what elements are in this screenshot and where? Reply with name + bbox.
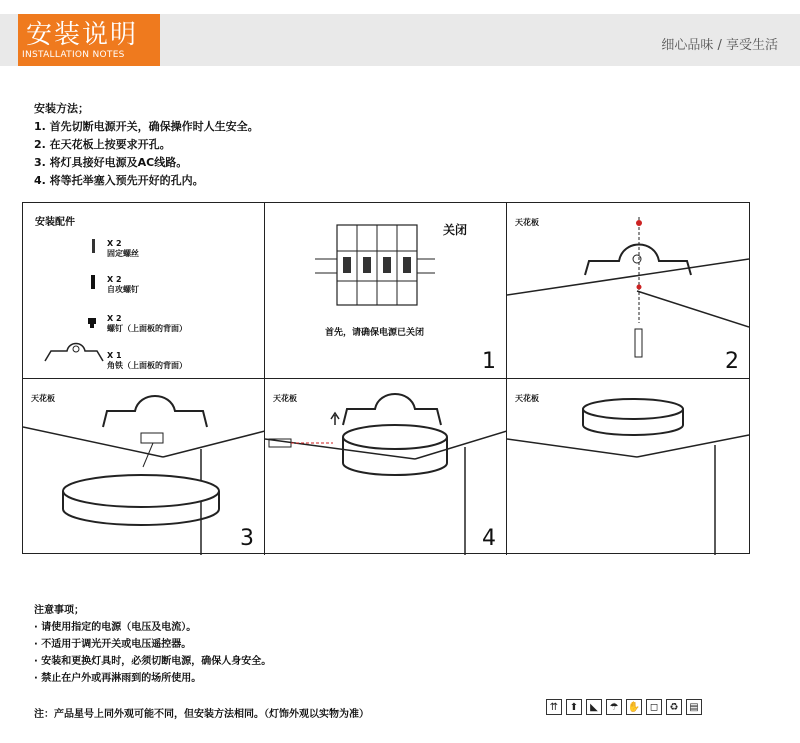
instruction-grid	[22, 202, 750, 554]
ceiling-label: 天花板	[273, 394, 297, 403]
package-icons	[546, 699, 702, 715]
step-number: 2	[725, 349, 739, 374]
accessory-label: 螺钉（上面板的背面）	[107, 324, 187, 333]
page-title: 安装说明	[26, 20, 139, 50]
notes-heading: 注意事项；	[34, 605, 84, 616]
method-step: 3. 将灯具接好电源及AC线路。	[34, 156, 188, 169]
step-1-caption: 首先，请确保电源已关闭	[325, 328, 425, 338]
step-number: 4	[482, 526, 496, 551]
install-method	[34, 100, 259, 190]
stack-limit-icon: ◻	[646, 699, 662, 715]
page-subtitle: INSTALLATION NOTES	[22, 50, 125, 60]
note-item: · 不适用于调光开关或电压遥控器。	[34, 639, 192, 650]
accessory-label: 固定螺丝	[107, 249, 139, 258]
accessory-qty: X 2	[107, 314, 122, 323]
ceiling-label: 天花板	[31, 394, 55, 403]
method-step: 2. 在天花板上按要求开孔。	[34, 138, 171, 151]
this-way-up-icon: ⇈	[546, 699, 562, 715]
tagline: 细心品味 / 享受生活	[661, 38, 778, 53]
method-step: 4. 将等托举塞入预先开好的孔内。	[34, 174, 204, 187]
note-item: · 禁止在户外或再淋雨到的场所使用。	[34, 673, 202, 684]
method-heading: 安装方法；	[34, 102, 89, 115]
ceiling-label: 天花板	[515, 394, 539, 403]
ceiling-drawing	[507, 203, 749, 379]
accessories-title: 安装配件	[35, 217, 75, 228]
off-label: 关闭	[443, 223, 468, 237]
note-item: · 请使用指定的电源（电压及电流）。	[34, 622, 197, 633]
step-3-panel	[23, 379, 265, 555]
accessories-drawing	[23, 203, 265, 379]
accessory-qty: X 2	[107, 275, 122, 284]
finished-drawing	[507, 379, 749, 555]
step-number: 1	[482, 349, 496, 374]
recycle-icon: ♻	[666, 699, 682, 715]
breaker-drawing	[265, 203, 507, 379]
step-4-panel	[265, 379, 507, 555]
do-not-stack-icon: ▤	[686, 699, 702, 715]
this-way-up-icon: ⬆	[566, 699, 582, 715]
accessories-panel	[23, 203, 265, 379]
method-step: 1. 首先切断电源开关，确保操作时人生安全。	[34, 120, 259, 133]
step-1-panel	[265, 203, 507, 379]
mounting-drawing	[265, 379, 507, 555]
ceiling-label: 天花板	[515, 218, 539, 227]
footer-note: 注：产品星号上同外观可能不同，但安装方法相同。（灯饰外观以实物为准）	[34, 709, 369, 720]
accessory-label: 自攻螺钉	[107, 285, 139, 294]
handle-with-care-icon: ✋	[626, 699, 642, 715]
step-5-panel	[507, 379, 749, 555]
keep-dry-icon: ☂	[606, 699, 622, 715]
note-item: · 安装和更换灯具时，必须切断电源，确保人身安全。	[34, 656, 272, 667]
wiring-drawing	[23, 379, 265, 555]
accessory-qty: X 1	[107, 351, 122, 360]
notes-section	[34, 602, 271, 687]
step-number: 3	[240, 526, 254, 551]
fragile-icon: ◣	[586, 699, 602, 715]
accessory-qty: X 2	[107, 239, 122, 248]
step-2-panel	[507, 203, 749, 379]
accessory-label: 角铁（上面板的背面）	[107, 361, 187, 370]
